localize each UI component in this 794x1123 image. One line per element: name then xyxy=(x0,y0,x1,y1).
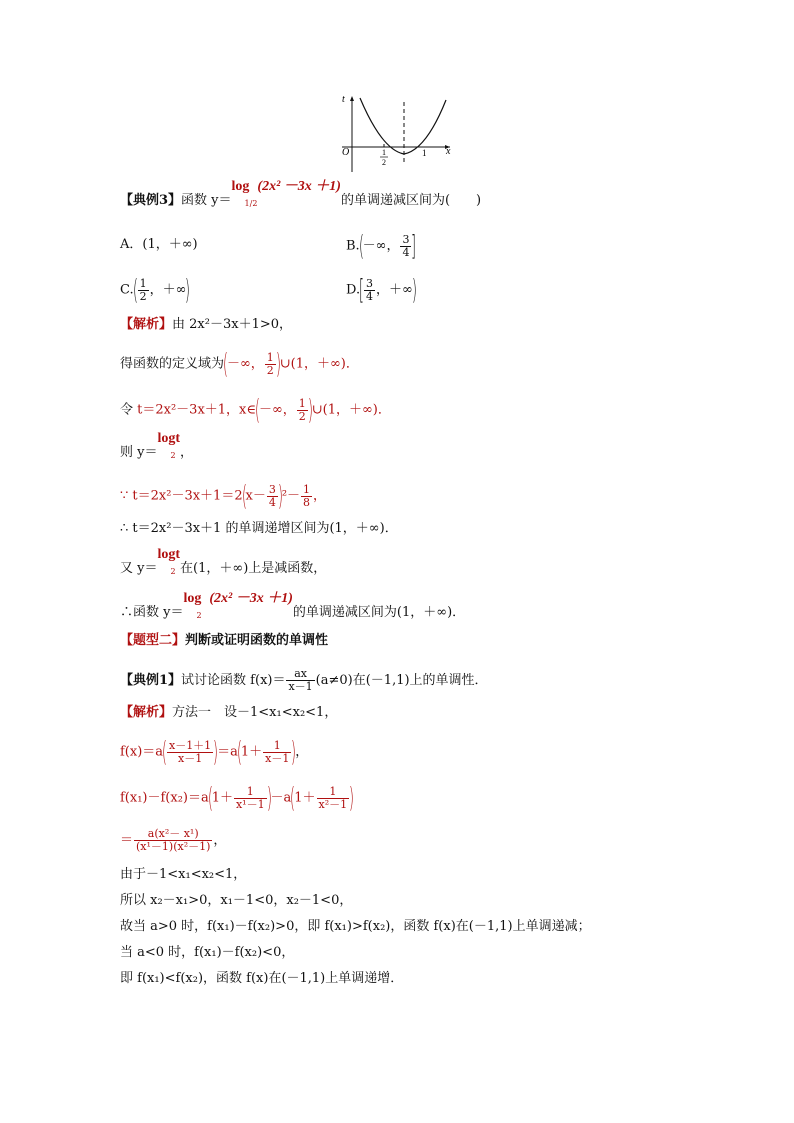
solution3-line2-interval: －∞， xyxy=(226,356,264,372)
solution3-line7-pre: 又 y＝ xyxy=(120,561,158,576)
solution3-line7 xyxy=(120,547,327,578)
solution3-line3: 令 t＝2x²－3x＋1，x∈(－∞， $\frac{1}{2}$ )∪(1，＋∞)． xyxy=(120,393,391,426)
solution3-line5-mid: ²－ xyxy=(281,488,301,504)
solution1-line8-text: 当 a<0 时，f(x₁)－f(x₂)<0， xyxy=(120,945,295,960)
solution3-tag: 【解析】 xyxy=(120,317,173,332)
solution1-line2-post: ， xyxy=(295,744,309,760)
option-b[interactable]: B.(－∞， $\frac{3}{4}$ ] xyxy=(346,229,417,262)
option-b-num: 3 xyxy=(402,232,410,246)
option-c[interactable]: C.( $\frac{1}{2}$ ，＋∞) xyxy=(120,273,191,306)
option-b-den: 4 xyxy=(402,245,410,259)
option-d-den: 4 xyxy=(366,289,374,303)
solution3-line2-post: ∪(1，＋∞)． xyxy=(279,356,359,372)
example1-tag: 【典例1】 xyxy=(120,673,182,688)
solution1-line4-post: ， xyxy=(213,833,227,848)
option-d-label: D. xyxy=(346,282,361,298)
parabola-graph xyxy=(338,92,456,176)
solution3-line3-post: ∪(1，＋∞)． xyxy=(311,402,391,418)
solution1-line3-den: x¹－1 xyxy=(235,797,265,811)
example3-log: log 1/2 xyxy=(231,179,258,208)
solution1-line2: f(x)＝a( $\frac{x-1+1}{x-1}$ )＝a(1＋ $\frac{1}{x-1}$ )， xyxy=(120,735,309,768)
solution3-line8-log: log 2 xyxy=(183,591,202,620)
solution1-line1-text: 方法一 设－1<x₁<x₂<1， xyxy=(172,705,338,720)
solution1-line4-den: (x¹－1)(x²－1) xyxy=(136,840,211,853)
solution3-line1 xyxy=(120,316,292,334)
solution3-line3-num: 1 xyxy=(298,396,306,410)
solution3-line8-arg: (2x² －3x ＋1) xyxy=(209,591,293,606)
solution3-line5-num: 3 xyxy=(268,482,276,496)
solution3-line5-pre: ∵ t＝2x²－3x＋1＝2 xyxy=(120,488,243,504)
solution3-line2-num: 1 xyxy=(266,350,274,364)
solution1-line4-num: a(x²－ x¹) xyxy=(134,828,212,841)
solution1-line1 xyxy=(120,704,337,722)
example3-arg: (2x² －3x ＋1) xyxy=(257,179,341,194)
solution3-line1-text: 由 2x²－3x＋1>0， xyxy=(172,317,292,332)
option-c-den: 2 xyxy=(139,289,147,303)
option-c-num: 1 xyxy=(139,276,147,290)
solution3-line4-pre: 则 y＝ xyxy=(120,445,158,460)
tick-one: 1 xyxy=(422,148,427,158)
solution1-line2-num2: 1 xyxy=(263,740,291,753)
solution1-line2-den2: x－1 xyxy=(265,751,290,765)
solution3-line5-num2: 1 xyxy=(303,482,311,496)
tick-half-den: 2 xyxy=(382,158,386,167)
option-d-num: 3 xyxy=(366,276,374,290)
solution1-line6-text: 所以 x₂－x₁>0，x₁－1<0，x₂－1<0， xyxy=(120,893,353,908)
solution1-line3-num2: 1 xyxy=(317,786,350,799)
type2-tag: 【题型二】 xyxy=(120,633,186,648)
solution1-line3-inner2: 1＋ xyxy=(294,790,316,806)
solution1-line2-pre: f(x)＝a xyxy=(120,744,164,760)
solution3-line6 xyxy=(120,520,398,538)
solution3-line3-interval: －∞， xyxy=(258,402,296,418)
option-b-label: B. xyxy=(346,238,360,254)
solution1-line3: f(x₁)－f(x₂)＝a(1＋ $\frac{1}{\text{x¹－1}}$ )－a(1＋ $\frac{1}{\text{x²－1}}$ ) xyxy=(120,781,355,814)
solution1-tag: 【解析】 xyxy=(120,705,173,720)
solution3-line3-pre: 令 xyxy=(120,402,138,418)
option-c-text: ，＋∞ xyxy=(149,282,187,298)
example1-question xyxy=(120,668,488,693)
solution1-line5-text: 由于－1<x₁<x₂<1， xyxy=(120,867,247,882)
solution3-line5-x: x－ xyxy=(245,488,266,504)
solution1-line2-den: x－1 xyxy=(177,751,203,765)
solution1-line7 xyxy=(120,918,591,936)
solution3-line2: 得函数的定义域为(－∞， $\frac{1}{2}$ )∪(1，＋∞)． xyxy=(120,347,359,380)
solution1-line2-num: x－1＋1 xyxy=(168,738,212,752)
solution3-line5: ∵ t＝2x²－3x＋1＝2(x－ $\frac{3}{4}$ )²－ $\frac{1}{8}$ ， xyxy=(120,479,327,512)
solution3-line7-post: 在(1，＋∞)上是减函数， xyxy=(180,561,327,576)
solution1-line2-mid: ＝a xyxy=(217,744,238,760)
solution3-line5-den: 4 xyxy=(268,495,276,509)
example3-pre: 函数 y＝ xyxy=(181,193,232,208)
solution3-line3-t: t＝2x²－3x＋1，x∈ xyxy=(137,402,257,418)
solution1-line3-inner: 1＋ xyxy=(211,790,233,806)
solution1-line2-inner: 1＋ xyxy=(240,744,263,760)
origin-label: O xyxy=(342,147,350,158)
solution1-line4-pre: ＝ xyxy=(120,833,134,848)
tick-half-num: 1 xyxy=(382,148,386,157)
solution3-line2-pre: 得函数的定义域为 xyxy=(120,356,225,372)
solution1-line7-text: 故当 a>0 时，f(x₁)－f(x₂)>0，即 f(x₁)>f(x₂)，函数 f(x)在(－1,1)上单调递减； xyxy=(120,919,591,934)
option-d[interactable]: D.[ $\frac{3}{4}$ ，＋∞) xyxy=(346,273,417,306)
solution3-line3-den: 2 xyxy=(298,409,306,423)
solution1-line4 xyxy=(120,828,226,853)
solution3-line4-post: ， xyxy=(180,445,194,460)
solution1-line9-text: 即 f(x₁)<f(x₂)，函数 f(x)在(－1,1)上单调递增． xyxy=(120,971,404,986)
option-b-text: －∞， xyxy=(362,238,400,254)
solution3-line5-post: ， xyxy=(313,488,327,504)
solution3-line7-log: logt 2 xyxy=(157,547,181,576)
solution1-line3-den2: x²－1 xyxy=(318,797,348,811)
example1-pre: 试讨论函数 f(x)＝ xyxy=(181,673,286,688)
example3-post: 的单调递减区间为( ) xyxy=(340,193,482,208)
solution1-line3-pre: f(x₁)－f(x₂)＝a xyxy=(120,790,209,806)
solution3-line8 xyxy=(120,591,466,622)
solution3-line2-den: 2 xyxy=(266,363,274,377)
x-axis-label: x xyxy=(446,146,451,157)
solution1-line5 xyxy=(120,866,246,884)
solution1-line9 xyxy=(120,970,403,988)
t-axis-label: t xyxy=(342,94,345,105)
example1-den: x－1 xyxy=(288,680,313,693)
option-d-text: ，＋∞ xyxy=(376,282,413,298)
solution3-line8-pre: ∴函数 y＝ xyxy=(120,605,184,620)
solution1-line3-num: 1 xyxy=(234,786,267,799)
solution3-line6-text: ∴ t＝2x²－3x＋1 的单调递增区间为(1，＋∞)． xyxy=(120,521,398,536)
solution3-line8-post: 的单调递减区间为(1，＋∞)． xyxy=(292,605,466,620)
type2-title: 判断或证明函数的单调性 xyxy=(185,633,329,648)
example3-tag: 【典例3】 xyxy=(120,193,182,208)
option-c-label: C. xyxy=(120,282,134,298)
solution3-line4 xyxy=(120,431,194,462)
example1-post: (a≠0)在(－1,1)上的单调性． xyxy=(315,673,488,688)
solution1-line3-mid: －a xyxy=(270,790,292,806)
solution3-line5-den2: 8 xyxy=(303,495,311,509)
option-a-text: A．(1，＋∞) xyxy=(120,237,198,252)
type2-heading xyxy=(120,632,328,650)
solution1-line8 xyxy=(120,944,294,962)
example3-question xyxy=(120,179,482,210)
example1-num: ax xyxy=(286,668,314,681)
solution3-line4-log: logt 2 xyxy=(157,431,181,460)
option-a[interactable] xyxy=(120,236,198,254)
solution1-line6 xyxy=(120,892,352,910)
